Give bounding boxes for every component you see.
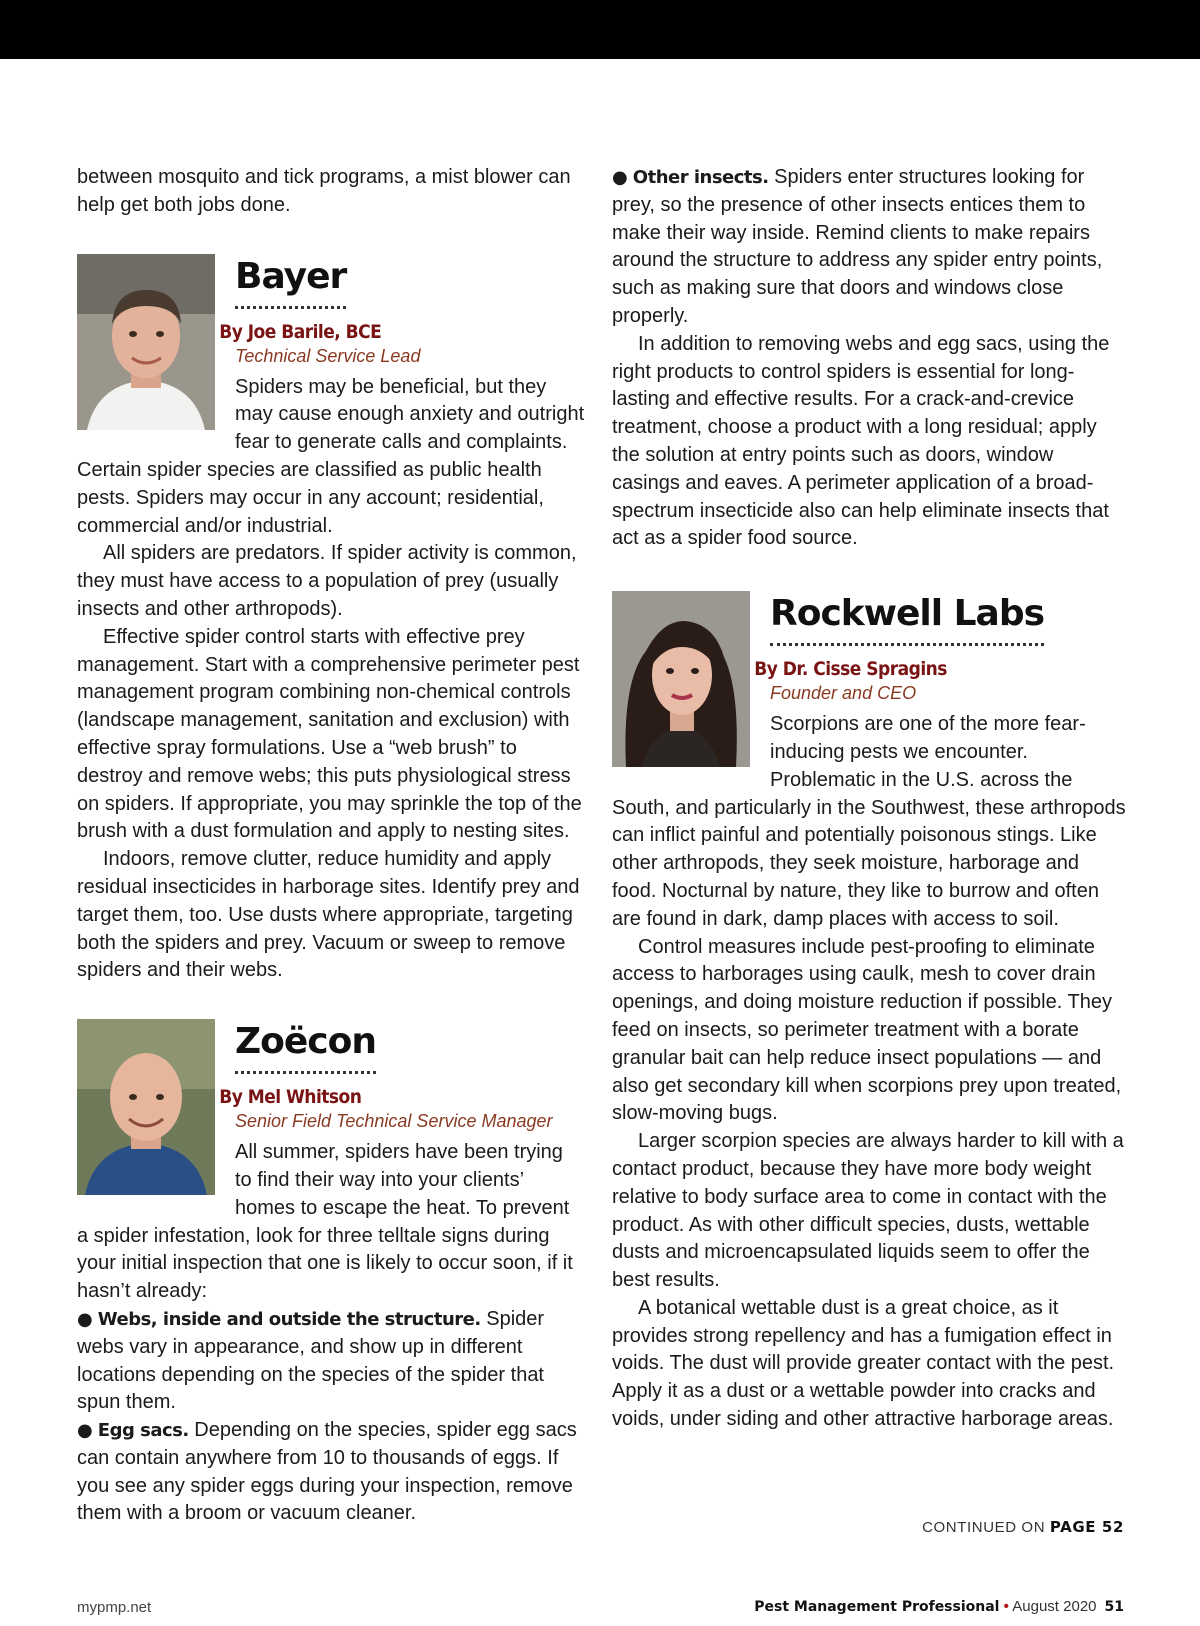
bullet-item	[77, 1306, 585, 1417]
rockwell-paragraph-3: Larger scorpion species are always harder to kill with a contact product, because they have more body weight relative to body surface area to come in contact with the product. As with other difficult species, dusts, wettable dusts and microencapsulated liquids seem to offer the best results.	[612, 1130, 1124, 1292]
bullet-icon: ●	[77, 1420, 93, 1442]
bullet-icon: ●	[77, 1308, 93, 1330]
footer-separator: •	[1003, 1598, 1009, 1615]
bayer-paragraph-2: All spiders are predators. If spider activity is common, they must have access to a population of prey (usually insects and other arthropods).	[77, 542, 577, 620]
bullet-text: Spiders enter structures looking for prey, so the presence of other insects entices them to make their way inside. Remind clients to make repairs around the structure to address any spider entry points, such as making sure that doors and windows close properly.	[612, 166, 1103, 327]
bullet-text: Spider webs vary in appearance, and show up in different locations depending on the species of the spider that spun them.	[77, 1307, 545, 1414]
bayer-paragraph-4: Indoors, remove clutter, reduce humidity and apply residual insecticides in harborage sites. Identify prey and target them, too. Use dusts where appropriate, targeting both the spiders and prey. Vacuum or sweep to remove spiders and their webs.	[77, 848, 580, 982]
company-name-rockwell-labs: Rockwell Labs	[770, 591, 1044, 646]
rockwell-section	[612, 591, 1126, 1434]
bullet-heading: Webs, inside and outside the structure.	[97, 1308, 481, 1330]
author-title: Senior Field Technical Service Manager	[235, 1111, 553, 1132]
bayer-paragraph-1: Spiders may be beneficial, but they may cause enough anxiety and outright fear to generate calls and complaints. Certain spider species are classified as public health pests. Spiders may occur in any account; residential, commercial and/or industrial.	[77, 375, 585, 537]
author-title: Technical Service Lead	[235, 345, 421, 366]
continued-notice[interactable]	[900, 1518, 1124, 1536]
footer-publication-info	[700, 1598, 1124, 1615]
left-column	[77, 164, 585, 1528]
footer-site[interactable]: mypmp.net	[77, 1599, 152, 1616]
rockwell-paragraph-4: A botanical wettable dust is a great choice, as it provides strong repellency and has a fumigation effect in voids. The dust will provide greater contact with the pest. Apply it as a dust or a wettable powder into cracks and voids, under siding and other attractive harborage areas.	[612, 1296, 1115, 1431]
continued-page: PAGE 52	[1049, 1518, 1124, 1536]
bayer-paragraph-3: Effective spider control starts with effective prey management. Start with a comprehensive perimeter pest management program combining non-chemical controls (landscape management, sanitation and exclusion) with effective spray formulations. Use a “web brush” to destroy and remove webs; this puts physiological stress on spiders. If appropriate, you may sprinkle the top of the brush with a dust formulation and apply to nesting sites.	[77, 625, 582, 843]
bullet-heading: Other insects.	[632, 167, 769, 188]
top-black-bar	[0, 0, 1200, 59]
bayer-section	[77, 254, 585, 986]
footer-publication: Pest Management Professional	[754, 1599, 1000, 1615]
footer-date: August 2020	[1012, 1598, 1097, 1615]
right-column	[612, 164, 1126, 1434]
bullet-heading: Egg sacs.	[97, 1420, 189, 1442]
zoecon-section	[77, 1019, 585, 1528]
rockwell-paragraph-1: Scorpions are one of the more fear-inducing pests we encounter. Problematic in the U.S. across the South, and particularly in the Southwest, these arthropods can inflict painful and potentially poisonous stings. Like other arthropods, they seek moisture, harborage and food. Nocturnal by nature, they like to burrow and often are found in dark, damp places with access to soil.	[612, 713, 1126, 930]
bullet-icon: ●	[612, 167, 628, 188]
continued-prefix: CONTINUED ON	[922, 1519, 1050, 1536]
author-title: Founder and CEO	[770, 683, 917, 704]
intro-paragraph: between mosquito and tick programs, a mist blower can help get both jobs done.	[77, 166, 571, 216]
rockwell-paragraph-2: Control measures include pest-proofing to eliminate access to harborages using caulk, mesh to cover drain openings, and doing moisture reduction if possible. They feed on insects, so perimeter treatment with a borate granular bait can help reduce insect populations — and also get secondary kill when scorpions prey upon treated, slow-moving bugs.	[612, 935, 1122, 1125]
footer-page-number: 51	[1104, 1599, 1124, 1615]
author-byline: By Dr. Cisse Spragins	[754, 658, 947, 681]
author-byline: By Mel Whitson	[219, 1086, 362, 1109]
products-paragraph: In addition to removing webs and egg sacs, using the right products to control spiders is essential for long-lasting and effective results. For a crack-and-crevice treatment, choose a product with a long residual; apply the solution at entry points such as doors, window casings and eaves. A perimeter application of a broad-spectrum insecticide also can help eliminate insects that act as a spider food source.	[612, 332, 1110, 550]
bullet-item	[77, 1417, 585, 1528]
zoecon-paragraph-1: All summer, spiders have been trying to find their way into your clients’ homes to escape the heat. To prevent a spider infestation, look for three telltale signs during your initial inspection that one is likely to occur soon, if it hasn’t already:	[77, 1141, 573, 1303]
bullet-text: Depending on the species, spider egg sacs can contain anywhere from 10 to thousands of eggs. If you see any spider eggs during your inspection, remove them with a broom or vacuum cleaner.	[77, 1419, 577, 1525]
bullet-item	[612, 164, 1126, 331]
author-byline: By Joe Barile, BCE	[219, 320, 382, 343]
company-name-zoecon: Zoëcon	[235, 1019, 376, 1074]
company-name-bayer: Bayer	[235, 254, 346, 309]
